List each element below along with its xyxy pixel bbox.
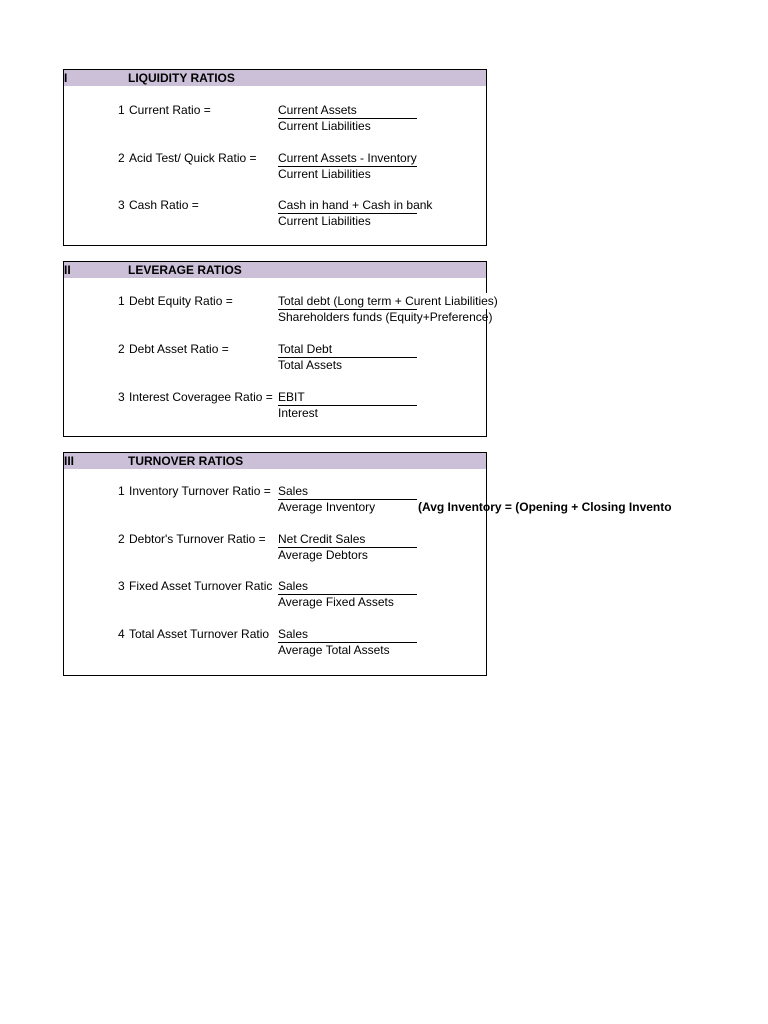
ratio-denominator: Average Fixed Assets xyxy=(278,595,394,609)
ratio-numerator: Total Debt xyxy=(278,342,333,356)
ratio-name: Inventory Turnover Ratio = xyxy=(129,484,271,498)
section-numeral: III xyxy=(64,454,75,468)
average-inventory-note: (Avg Inventory = (Opening + Closing Invento xyxy=(418,500,672,514)
ratio-row xyxy=(64,102,486,135)
ratio-number: 3 xyxy=(118,579,125,593)
ratio-denominator: Average Total Assets xyxy=(278,643,390,657)
ratio-denominator: Current Liabilities xyxy=(278,214,371,228)
ratio-name: Cash Ratio = xyxy=(129,198,199,212)
ratio-number: 1 xyxy=(118,103,125,117)
ratio-row xyxy=(64,389,486,422)
ratio-numerator: Cash in hand + Cash in bank xyxy=(278,198,433,212)
ratio-numerator: Current Assets xyxy=(278,103,357,117)
section-header xyxy=(64,262,486,278)
ratio-row xyxy=(64,626,486,659)
ratio-denominator: Current Liabilities xyxy=(278,119,371,133)
section-numeral: I xyxy=(64,71,68,85)
section-header xyxy=(64,70,486,86)
ratio-number: 2 xyxy=(118,151,125,165)
ratio-numerator: Current Assets - Inventory xyxy=(278,151,417,165)
ratio-name: Acid Test/ Quick Ratio = xyxy=(129,151,257,165)
ratio-denominator: Average Debtors xyxy=(278,548,368,562)
ratio-numerator: Total debt (Long term + Curent Liabilities) xyxy=(278,294,498,308)
ratio-denominator: Current Liabilities xyxy=(278,167,371,181)
section-liquidity-ratios xyxy=(63,69,487,246)
section-title: LEVERAGE RATIOS xyxy=(128,263,242,277)
ratio-number: 3 xyxy=(118,390,125,404)
ratio-name: Fixed Asset Turnover Ratic xyxy=(129,579,273,593)
ratio-name: Interest Coveragee Ratio = xyxy=(129,390,273,404)
ratio-number: 3 xyxy=(118,198,125,212)
ratio-denominator: Average Inventory xyxy=(278,500,376,514)
ratio-denominator: Total Assets xyxy=(278,358,343,372)
ratio-numerator: EBIT xyxy=(278,390,305,404)
section-leverage-ratios xyxy=(63,261,498,437)
ratio-number: 4 xyxy=(118,627,125,641)
ratio-row xyxy=(64,578,486,611)
section-numeral: II xyxy=(64,263,71,277)
ratio-row xyxy=(64,150,486,183)
ratio-denominator: Shareholders funds (Equity+Preference) xyxy=(278,310,493,324)
section-turnover-ratios xyxy=(63,452,672,676)
ratio-number: 1 xyxy=(118,484,125,498)
ratio-row xyxy=(64,531,486,564)
ratio-row xyxy=(64,197,486,230)
ratio-name: Current Ratio = xyxy=(129,103,211,117)
ratio-row xyxy=(64,293,498,326)
ratio-denominator: Interest xyxy=(278,406,319,420)
section-title: LIQUIDITY RATIOS xyxy=(128,71,235,85)
ratio-number: 2 xyxy=(118,532,125,546)
ratio-numerator: Sales xyxy=(278,579,309,593)
ratio-numerator: Sales xyxy=(278,627,309,641)
ratio-numerator: Net Credit Sales xyxy=(278,532,366,546)
ratio-numerator: Sales xyxy=(278,484,309,498)
ratio-name: Total Asset Turnover Ratio xyxy=(129,627,270,641)
ratio-number: 2 xyxy=(118,342,125,356)
ratio-number: 1 xyxy=(118,294,125,308)
ratio-name: Debt Equity Ratio = xyxy=(129,294,233,308)
ratio-name: Debtor's Turnover Ratio = xyxy=(129,532,266,546)
ratio-row xyxy=(64,341,486,374)
section-header xyxy=(64,453,486,469)
section-title: TURNOVER RATIOS xyxy=(128,454,244,468)
ratio-name: Debt Asset Ratio = xyxy=(129,342,229,356)
ratio-row xyxy=(64,483,672,516)
